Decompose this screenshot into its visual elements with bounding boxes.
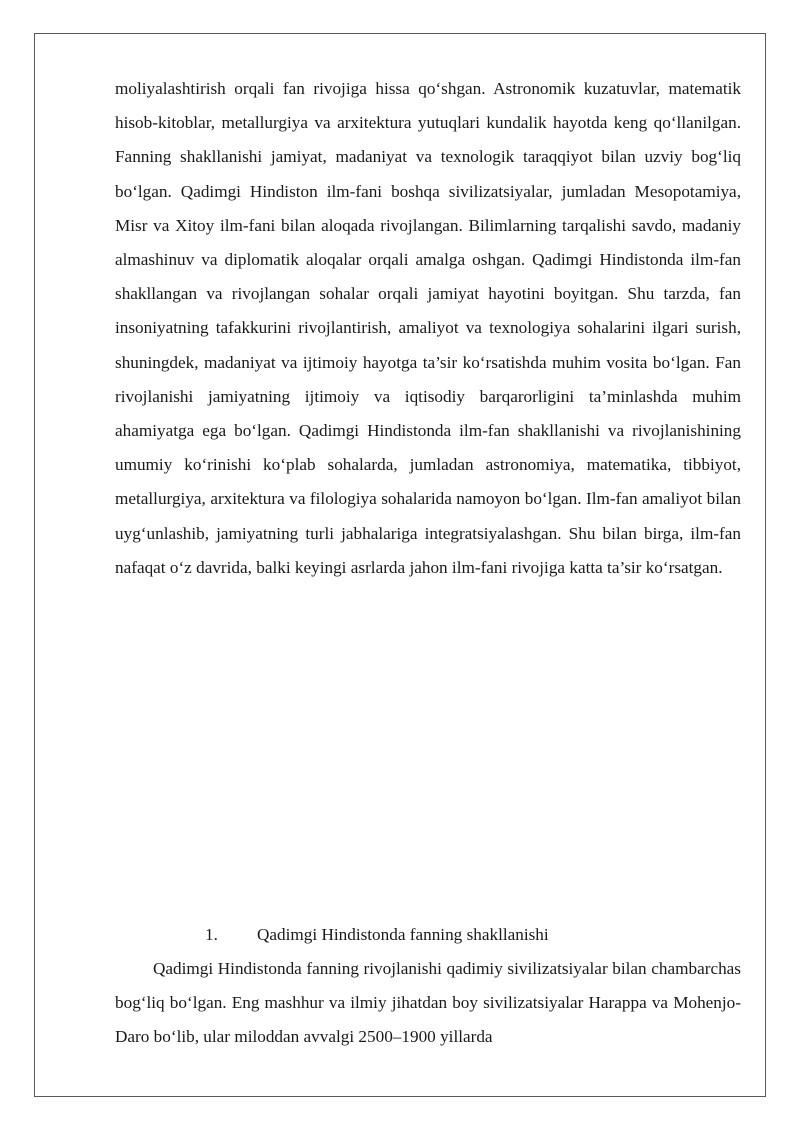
body-paragraph-2: Qadimgi Hindistonda fanning rivojlanishi qadimiy sivilizatsiyalar bilan chambarchas bog‘liq bo‘lgan. Eng mashhur va ilmiy jihatdan boy sivilizatsiyalar Harappa va Mohenjo-Daro bo‘lib, ular miloddan avvalgi 2500–1900 yillarda (115, 959, 741, 1047)
section-number: 1. (205, 925, 218, 944)
section-title: Qadimgi Hindistonda fanning shakllanishi (257, 925, 549, 944)
body-paragraph-1: moliyalashtirish orqali fan rivojiga hissa qo‘shgan. Astronomik kuzatuvlar, matematik hisob-kitoblar, metallurgiya va arxitektura yutuqlari kundalik hayotda keng qo‘llanilgan. Fanning shakllanishi jamiyat, madaniyat va texnologik taraqqiyot bilan uzviy bog‘liq bo‘lgan. Qadimgi Hindiston ilm-fani boshqa sivilizatsiyalar, jumladan Mesopotamiya, Misr va Xitoy ilm-fani bilan aloqada rivojlangan. Bilimlarning tarqalishi savdo, madaniy almashinuv va diplomatik aloqalar orqali amalga oshgan. Qadimgi Hindistonda ilm-fan shakllangan va rivojlangan sohalar orqali jamiyat hayotini boyitgan. Shu tarzda, fan insoniyatning tafakkurini rivojlantirish, amaliyot va texnologiya sohalarini ilgari surish, shuningdek, madaniyat va ijtimoiy hayotga ta’sir ko‘rsatishda muhim vosita bo‘lgan. Fan rivojlanishi jamiyatning ijtimoiy va iqtisodiy barqarorligini ta’minlashda muhim ahamiyatga ega bo‘lgan. Qadimgi Hindistonda ilm-fan shakllanishi va rivojlanishining umumiy ko‘rinishi ko‘plab sohalarda, jumladan astronomiya, matematika, tibbiyot, metallurgiya, arxitektura va filologiya sohalarida namoyon bo‘lgan. Ilm-fan amaliyot bilan uyg‘unlashib, jamiyatning turli jabhalariga integratsiyalashgan. Shu bilan birga, ilm-fan nafaqat o‘z davrida, balki keyingi asrlarda jahon ilm-fani rivojiga katta ta’sir ko‘rsatgan. (115, 79, 741, 577)
section-heading (205, 918, 549, 952)
